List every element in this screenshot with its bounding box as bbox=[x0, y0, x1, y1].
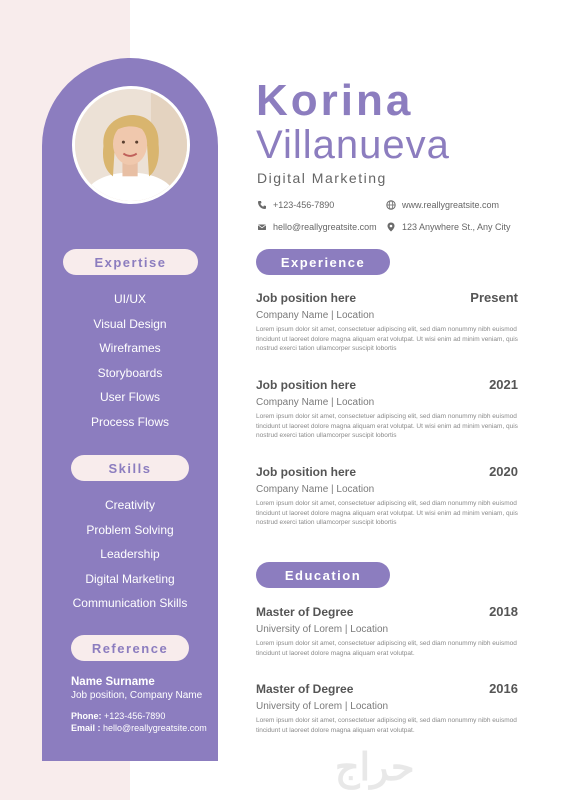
address-text: 123 Anywhere St., Any City bbox=[402, 222, 511, 232]
entry-title: Job position here bbox=[256, 291, 357, 305]
reference-email-line bbox=[71, 723, 221, 733]
skill-item: Digital Marketing bbox=[85, 571, 175, 586]
entry-subtitle: Company Name | Location bbox=[256, 310, 375, 321]
last-name: Villanueva bbox=[256, 123, 450, 167]
education-heading: Education bbox=[256, 562, 390, 588]
first-name: Korina bbox=[256, 76, 414, 125]
entry-title: Job position here bbox=[256, 378, 357, 392]
reference-heading: Reference bbox=[71, 635, 189, 661]
phone-icon bbox=[257, 200, 267, 210]
reference-email-label: Email : bbox=[71, 723, 101, 733]
expertise-item: Storyboards bbox=[97, 365, 163, 380]
entry-subtitle: University of Lorem | Location bbox=[256, 701, 389, 712]
entry-subtitle: Company Name | Location bbox=[256, 397, 375, 408]
reference-name: Name Surname bbox=[71, 676, 155, 688]
entry-subtitle: Company Name | Location bbox=[256, 484, 375, 495]
email-icon bbox=[257, 222, 267, 232]
skills-list bbox=[42, 493, 218, 616]
contact-address bbox=[386, 222, 511, 232]
reference-phone-line bbox=[71, 711, 221, 721]
expertise-item: Visual Design bbox=[93, 316, 167, 331]
phone-text: +123-456-7890 bbox=[273, 200, 335, 210]
experience-entry bbox=[256, 290, 518, 354]
contact-phone bbox=[257, 200, 334, 210]
skill-item: Communication Skills bbox=[72, 596, 188, 610]
contact-website bbox=[386, 200, 499, 210]
education-entry bbox=[256, 604, 518, 658]
entry-date: 2016 bbox=[489, 681, 518, 696]
reference-email: hello@reallygreatsite.com bbox=[103, 723, 207, 733]
expertise-list bbox=[42, 287, 218, 434]
expertise-item: Wireframes bbox=[99, 341, 161, 355]
reference-position: Job position, Company Name bbox=[71, 690, 203, 701]
entry-description: Lorem ipsum dolor sit amet, consectetuer adipiscing elit, sed diam nonummy nibh euismod tincidunt ut laoreet dolore magna aliquam erat volutpat. bbox=[256, 717, 517, 734]
skills-heading: Skills bbox=[71, 455, 189, 481]
expertise-item: UI/UX bbox=[113, 292, 146, 306]
globe-icon bbox=[386, 200, 396, 210]
entry-date: 2020 bbox=[489, 464, 518, 479]
website-text: www.reallygreatsite.com bbox=[402, 200, 500, 210]
profile-photo bbox=[72, 86, 190, 204]
entry-description: Lorem ipsum dolor sit amet, consectetuer adipiscing elit, sed diam nonummy nibh euismod tincidunt ut laoreet dolore magna aliquam erat volutpat. Ut wisi enim ad minim veniam, quis nostrud exerci tation ullamcorper suscipit lobortis bbox=[256, 500, 518, 526]
skill-item: Problem Solving bbox=[86, 522, 174, 537]
experience-heading: Experience bbox=[256, 249, 390, 275]
entry-description: Lorem ipsum dolor sit amet, consectetuer adipiscing elit, sed diam nonummy nibh euismod tincidunt ut laoreet dolore magna aliquam erat volutpat. Ut wisi enim ad minim veniam, quis nostrud exerci tation ullamcorper suscipit lobortis bbox=[256, 413, 518, 439]
entry-title: Job position here bbox=[256, 465, 357, 479]
reference-block bbox=[71, 676, 221, 733]
entry-title: Master of Degree bbox=[256, 682, 354, 696]
reference-phone-label: Phone: bbox=[71, 711, 102, 721]
skill-item: Creativity bbox=[104, 498, 155, 512]
entry-description: Lorem ipsum dolor sit amet, consectetuer adipiscing elit, sed diam nonummy nibh euismod tincidunt ut laoreet dolore magna aliquam erat volutpat. bbox=[256, 640, 517, 657]
reference-phone: +123-456-7890 bbox=[104, 711, 166, 721]
education-entry bbox=[256, 681, 518, 735]
skill-item: Leadership bbox=[100, 547, 160, 561]
contact-email bbox=[257, 222, 377, 232]
watermark: حراج bbox=[335, 747, 415, 789]
entry-date: 2018 bbox=[489, 604, 518, 619]
expertise-item: Process Flows bbox=[90, 414, 170, 429]
entry-date: 2021 bbox=[489, 377, 518, 392]
entry-subtitle: University of Lorem | Location bbox=[256, 624, 389, 635]
entry-title: Master of Degree bbox=[256, 605, 354, 619]
email-text: hello@reallygreatsite.com bbox=[273, 222, 377, 232]
job-title: Digital Marketing bbox=[257, 170, 387, 186]
entry-description: Lorem ipsum dolor sit amet, consectetuer adipiscing elit, sed diam nonummy nibh euismod tincidunt ut laoreet dolore magna aliquam erat volutpat. Ut wisi enim ad minim veniam, quis nostrud exerci tation ullamcorper suscipit lobortis bbox=[256, 326, 518, 352]
location-pin-icon bbox=[386, 222, 396, 232]
expertise-heading: Expertise bbox=[63, 249, 198, 275]
experience-entry bbox=[256, 464, 518, 528]
expertise-item: User Flows bbox=[99, 390, 160, 404]
experience-entry bbox=[256, 377, 518, 441]
entry-date: Present bbox=[470, 290, 518, 305]
